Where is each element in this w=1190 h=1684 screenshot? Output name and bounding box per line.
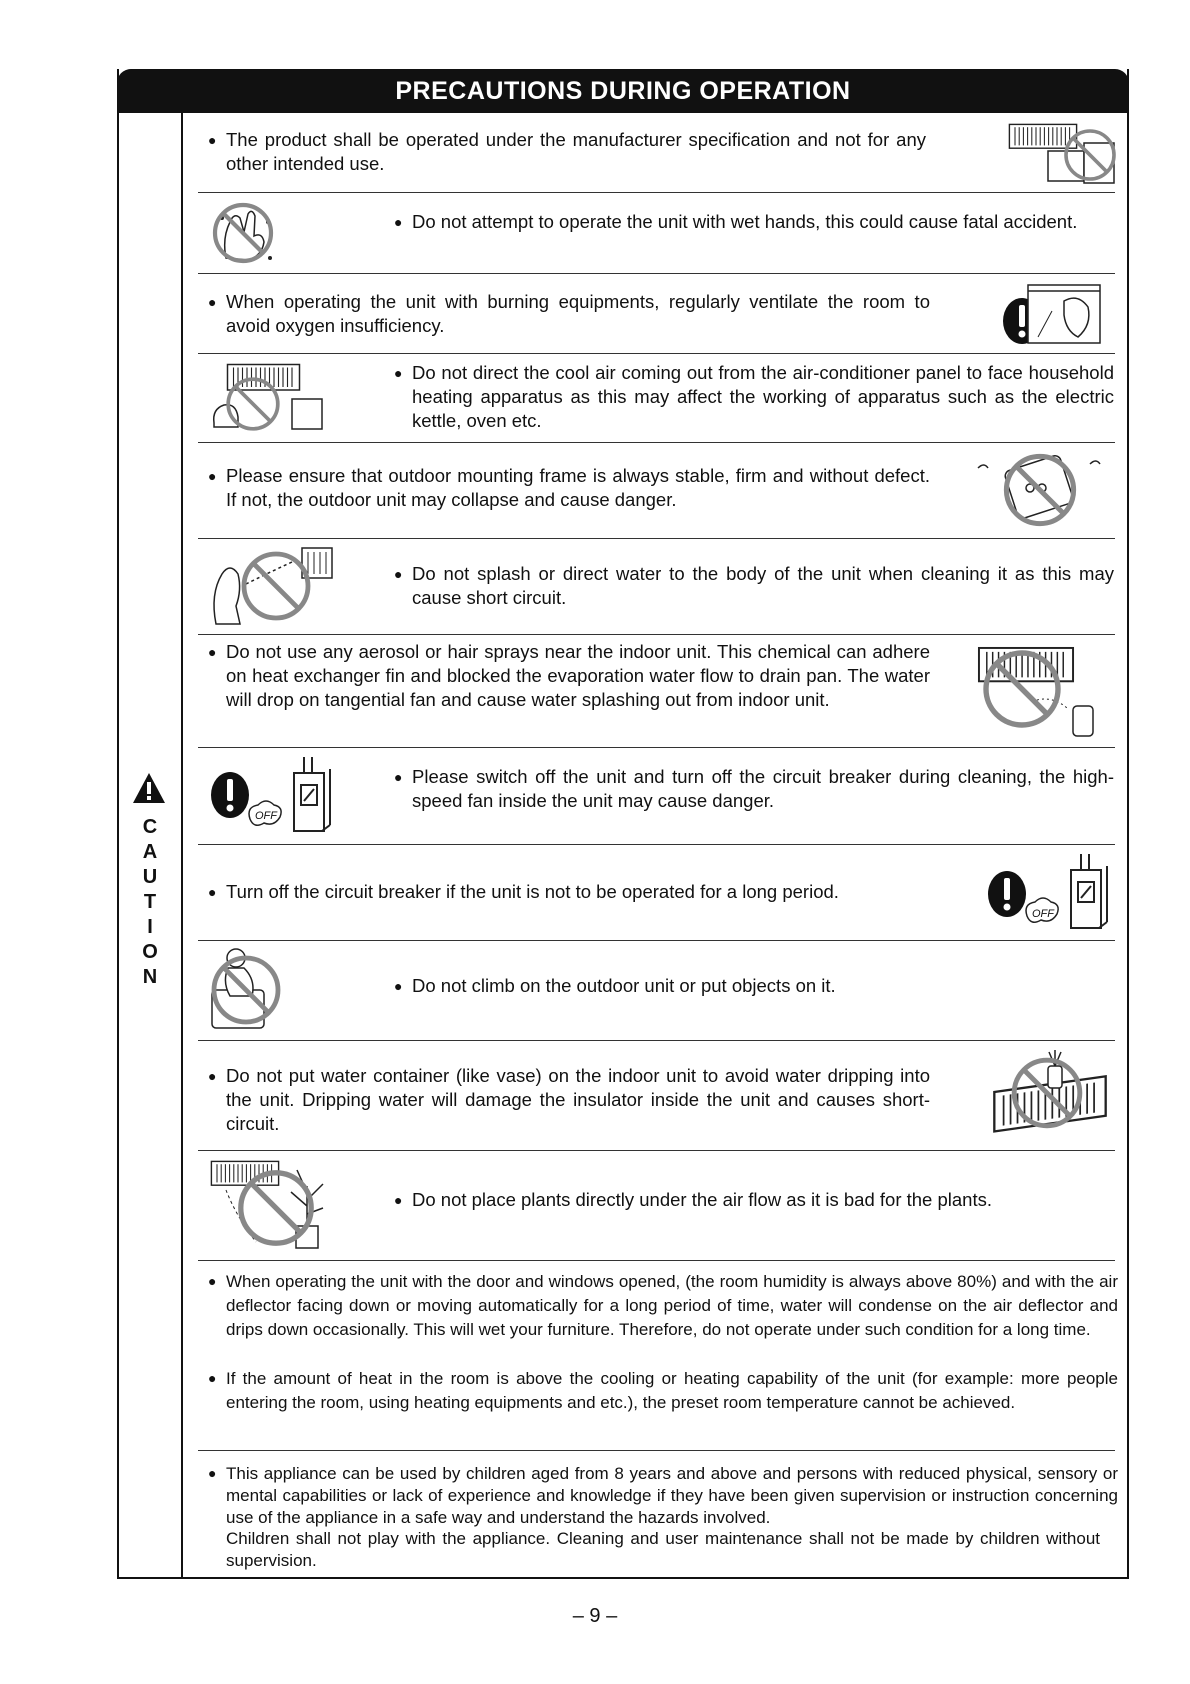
precaution-row-5 [198,442,1115,539]
precaution-text: ● Do not climb on the outdoor unit or put objects on it. [394,974,1114,998]
precaution-text: ● If the amount of heat in the room is above the cooling or heating capability of the unit (for example: more people entering the room, using heating equipments and etc.), the preset room temperature cannot be achieved. [208,1366,1118,1415]
off-label: OFF [255,810,277,822]
precaution-text: ● Do not place plants directly under the air flow as it is bad for the plants. [394,1188,1114,1212]
precaution-text: ● When operating the unit with the door and windows opened, (the room humidity is always above 80%) and with the air deflector facing down or moving automatically for a long period of time, water will condense on the air deflector and drips down occasionally. This will wet your furniture. Therefore, do not operate under such condition for a long time. [208,1269,1118,1342]
page-number: – 9 – [572,1605,618,1627]
plants-airflow-illustration [206,1156,346,1254]
precaution-row-10 [198,940,1115,1041]
precaution-text: ● Please switch off the unit and turn off the circuit breaker during cleaning, the high-speed fan inside the unit may cause danger. [394,765,1114,813]
mounting-frame-illustration [970,448,1110,532]
aerosol-spray-illustration [973,640,1107,740]
heating-apparatus-illustration [208,359,338,435]
off-label: OFF [1032,908,1054,920]
precaution-row-1 [198,113,1115,193]
ventilation-illustration [998,281,1108,347]
caution-label [119,815,181,990]
precaution-text: ● The product shall be operated under the manufacturer specification and not for any other intended use. [208,128,926,176]
circuit-breaker-illustration [983,850,1113,934]
switch-off-illustration [206,755,336,837]
precaution-row-14 [198,1450,1118,1577]
warning-triangle-icon [131,771,167,805]
page-title: PRECAUTIONS DURING OPERATION [117,69,1129,113]
water-container-illustration [988,1046,1113,1144]
precaution-row-13 [198,1260,1118,1451]
water-splash-illustration [206,544,336,628]
precaution-text: ● Turn off the circuit breaker if the unit is not to be operated for a long period. [208,880,930,904]
precaution-row-3 [198,273,1115,354]
precaution-text: ● Do not splash or direct water to the body of the unit when cleaning it as this may cause short circuit. [394,562,1114,610]
precaution-row-11 [198,1040,1115,1151]
precaution-row-4 [198,353,1115,443]
precaution-row-2 [198,192,1115,274]
wet-hands-illustration [208,198,280,268]
caution-sheet [117,69,1129,1579]
precaution-text: ● When operating the unit with burning equipments, regularly ventilate the room to avoid oxygen insufficiency. [208,290,930,338]
precaution-text: ● This appliance can be used by children aged from 8 years and above and persons with reduced physical, sensory or mental capabilities or lack of experience and knowledge if they have been given supervision or instruction concerning use of the appliance in a safe way and understand the hazards involved. [208,1462,1118,1529]
precaution-text: ● Do not put water container (like vase) on the indoor unit to avoid water dripping into the unit. Dripping water will damage the insulator inside the unit and causes short-circuit. [208,1064,930,1136]
precaution-text: ● Do not direct the cool air coming out from the air-conditioner panel to face household heating apparatus as this may affect the working of apparatus such as the electric kettle, oven etc. [394,361,1114,433]
precaution-row-7 [198,634,1115,748]
precaution-row-12 [198,1150,1115,1261]
precaution-row-8 [198,747,1115,845]
precaution-row-9 [198,844,1115,941]
product-specification-illustration [1008,121,1118,187]
caution-letters: C A U T I O N [142,816,158,988]
caution-column [119,113,183,1577]
precaution-row-6 [198,538,1115,635]
precaution-text: ● Do not use any aerosol or hair sprays near the indoor unit. This chemical can adhere on heat exchanger fin and blocked the evaporation water flow to drain pan. The water will drop on tangential fan and cause water splashing out from indoor unit. [208,640,930,712]
precaution-text-continued: Children shall not play with the appliance. Cleaning and user maintenance shall not be made by children without supervision. [226,1529,1100,1570]
precaution-text: ● Please ensure that outdoor mounting frame is always stable, firm and without defect. If not, the outdoor unit may collapse and cause danger. [208,464,930,512]
climbing-illustration [206,946,296,1034]
precaution-text: ● Do not attempt to operate the unit with wet hands, this could cause fatal accident. [394,210,1114,234]
